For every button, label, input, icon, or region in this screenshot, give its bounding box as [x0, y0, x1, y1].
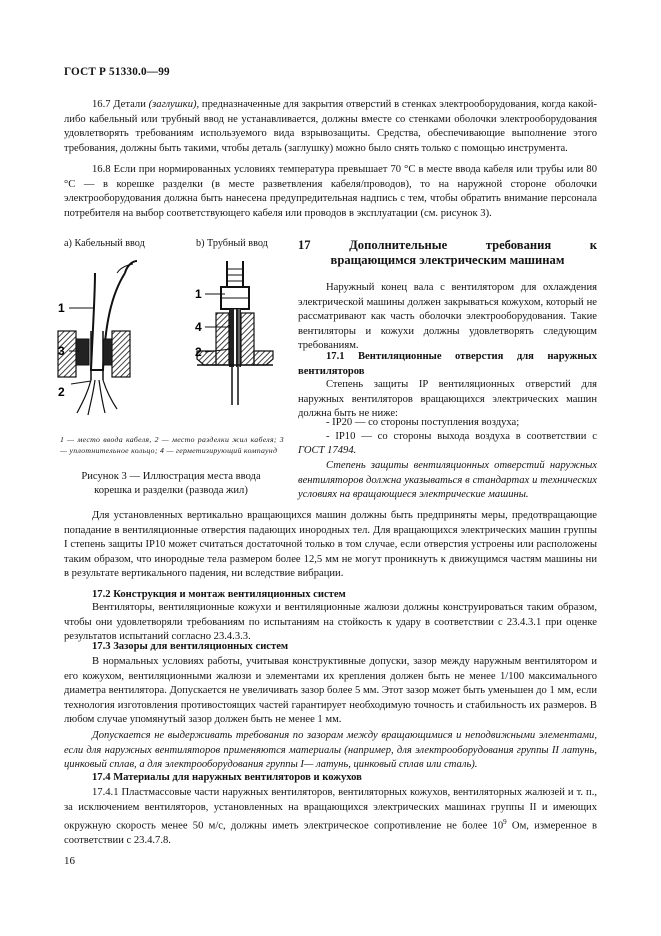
seal-ring-right: [103, 339, 112, 365]
figure-label-a: а) Кабельный ввод: [64, 238, 145, 249]
note-17-3: Допускается не выдерживать требования по зазорам между вращающимися и неподвижными элементами, если для наружных вентиляторов применяются материалы (например, для электрооборудования группы II латунь, цинковый сплав, а для электрооборудования группы I— латунь, цинковый сплав или сталь).: [64, 730, 597, 771]
paragraph-17-intro: Наружный конец вала с вентилятором для охлаждения электрической машины должен закрываться кожухом, который не рассматривают как часть оболочки электрооборудования. Такие вентиляторы и кожухи должны удовлетворять следующим требованиям.: [298, 282, 597, 352]
page-number: 16: [64, 855, 75, 867]
section-17-word-2: требования: [485, 238, 552, 252]
seal-ring-left: [76, 339, 89, 365]
paragraph-vertical-machines: Для установленных вертикально вращающихся машин должны быть предприняты меры, предотвращающие попадание в вентиляционные отверстия падающих инородных тел. Для вращающихся электрических машин группы I степень защиты IP10 может считаться достаточной только в том случае, если отверстия устроены или расположены таким образом, что инородные тела размером более 12,5 мм не могут проникнуть к движущимся частям машины ни в результате вертикального падения, ни вследствие вибрации.: [64, 510, 597, 580]
callout-b-1: 1: [195, 287, 202, 301]
paragraph-16-7-italic: (заглушки),: [148, 99, 200, 110]
callout-b-2: 2: [195, 345, 202, 359]
list-item-ip10: - IP10 — со стороны выхода воздуха в соответствии с: [326, 431, 597, 442]
conduit-wall-right: [241, 313, 254, 365]
section-17-word-1: Дополнительные: [349, 238, 448, 252]
paragraph-16-7: [64, 98, 597, 156]
paragraph-17-3: В нормальных условиях работы, учитывая конструктивные допуски, зазор между наружным вентилятором и его кожухом, вентиляционными жалюзи и элементами их крепления должен быть не менее 1/100 максимального диаметра вентилятора. Допускается не увеличивать зазор более 5 мм. Этот зазор может быть уменьшен до 1 мм, если технология изготовления противостоящих частей гарантирует необходимую точность и стабильность их размеров. В любом случае упомянутый зазор должен быть не менее 1 мм.: [64, 656, 597, 726]
document-header: ГОСТ Р 51330.0—99: [64, 66, 170, 78]
note-17-1: Степень защиты вентиляционных отверстий наружных вентиляторов должна указываться в стандартах и технических условиях на вращающиеся электрические машины.: [298, 460, 597, 501]
figure-label-b: b) Трубный ввод: [196, 238, 268, 249]
heading-17-2: 17.2 Конструкция и монтаж вентиляционных систем: [92, 589, 346, 600]
wire-fan-out: [77, 380, 117, 415]
paragraph-16-8: 16.8 Если при нормированных условиях температура превышает 70 °С в месте ввода кабеля или трубы или 80 °С — в корешке разделки (в месте разветвления кабеля/проводов), то на наружной стороне оболочки электрооборудования должна быть нанесена предупредительная надпись с тем, чтобы обратить внимание персонала потребителя на выбор соответствующего кабеля или проводов в эксплуатации (см. рисунок 3).: [64, 164, 597, 219]
paragraph-17-1: Степень защиты IP вентиляционных отверстий для наружных вентиляторов вращающихся электрических машин должна быть не ниже:: [298, 379, 597, 420]
housing-wall-right: [112, 331, 130, 377]
cable-entry-drawing: [58, 261, 137, 415]
heading-17-3: 17.3 Зазоры для вентиляционных систем: [92, 641, 289, 652]
section-17-line-2: вращающимся электрическим машинам: [330, 253, 565, 267]
section-17-number: 17: [298, 238, 311, 252]
section-17-word-3: к: [589, 238, 597, 252]
callout-b-4: 4: [195, 320, 202, 334]
sealing-compound-right: [236, 309, 241, 367]
list-item-ip20: - IP20 — со стороны поступления воздуха;: [326, 417, 520, 428]
paragraph-17-4-1-tail: Ом, измеренное в соответствии с 23.4.7.8.: [64, 820, 597, 847]
conduit-entry-drawing: [195, 261, 273, 405]
figure-legend: 1 — место ввода кабеля, 2 — место разделки жил кабеля; 3 — уплотнительное кольцо; 4 — герметизирующий компаунд: [60, 435, 284, 455]
sealing-compound-left: [229, 309, 234, 367]
heading-17-4: 17.4 Материалы для наружных вентиляторов и кожухов: [92, 772, 362, 783]
paragraph-17-4-1: [64, 786, 597, 849]
paragraph-17-4-1-text: 17.4.1 Пластмассовые части наружных вентиляторов, вентиляторных кожухов, вентиляторных жалюзей и т. п., за исключением вентиляторов, установленных на вращающихся электрических машинах группы II и имеющих окружную скорость менее 50 м/с, должны иметь электрическое сопротивление не более 10: [64, 787, 597, 832]
paragraph-16-7-rest: предназначенные для закрытия отверстий в стенках электрооборудования, когда какой-либо кабельный или трубный ввод не устанавливается, должны вместе со стенками оболочки электрооборудования удовлетворять требованиям используемого вида взрывозащиты. Средства, обеспечивающие выполнение этого требования, должны быть такими, чтобы деталь (заглушку) можно было снять только с помощью инструмента.: [64, 99, 597, 154]
figure-3-drawing: [55, 255, 290, 435]
paragraph-16-7-start: 16.7 Детали: [92, 99, 149, 110]
callout-a-1: 1: [58, 301, 65, 315]
heading-17-1: 17.1 Вентиляционные отверстия для наружных вентиляторов: [298, 351, 597, 377]
gost-reference: ГОСТ 17494.: [298, 445, 357, 456]
section-17-title: [298, 238, 597, 268]
conduit-wall-left: [216, 313, 229, 365]
callout-a-3: 3: [58, 344, 65, 358]
exponent: 9: [503, 818, 507, 827]
paragraph-17-2: Вентиляторы, вентиляционные кожухи и вентиляционные жалюзи должны конструироваться таким образом, чтобы они удовлетворяли требованиям по испытаниям на стойкость к удару в соответствии с 23.4.3.1 при оценке результатов испытаний согласно 23.4.3.3.: [64, 602, 597, 643]
callout-a-2: 2: [58, 385, 65, 399]
figure-caption: Рисунок 3 — Иллюстрация места ввода корешка и разделки (развода жил): [81, 471, 261, 496]
